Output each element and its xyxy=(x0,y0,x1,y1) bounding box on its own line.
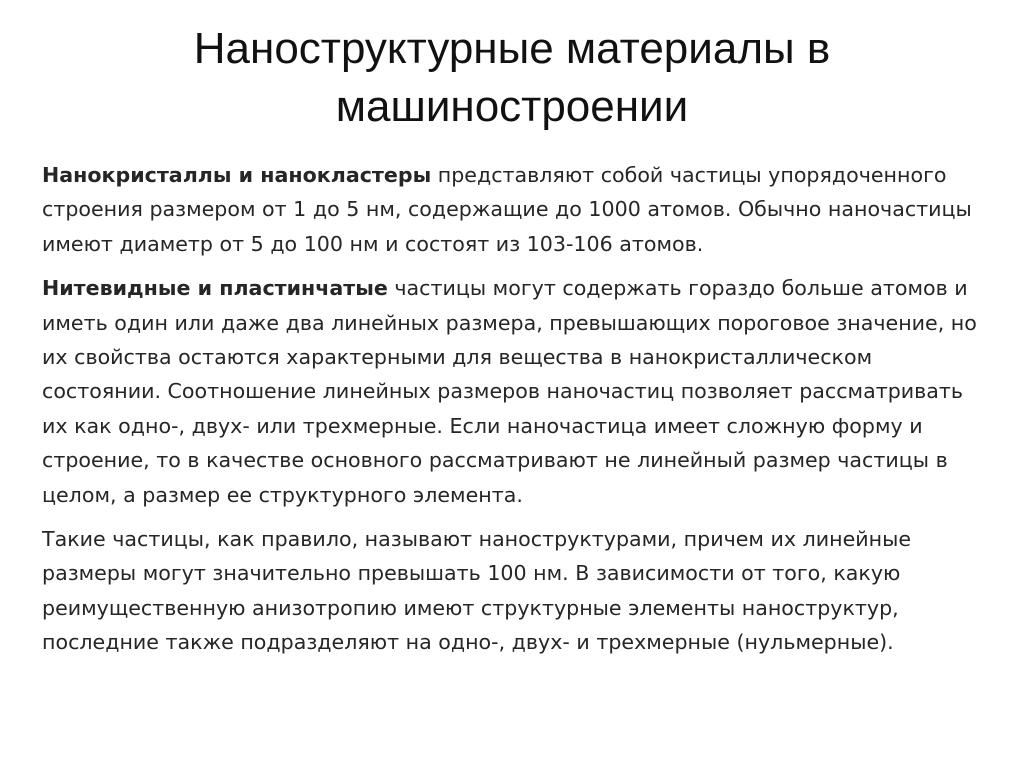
paragraph-nanocrystals xyxy=(42,158,977,261)
paragraph-filamentary-bold: Нитевидные и пластинчатые xyxy=(42,276,388,301)
paragraph-filamentary-text: частицы могут содержать гораздо больше атомов и иметь один или даже два линейных размера, превышающих пороговое значение, но их свойства остаются характерными для вещества в нанокристаллическом состоянии. Соотношение линейных размеров наночастиц позволяет рассматривать их как одно-, двух- или трехмерные. Если наночастица имеет сложную форму и строение, то в качестве основного рассматривают не линейный размер частицы в целом, а размер ее структурного элемента. xyxy=(42,276,977,507)
paragraph-nanocrystals-bold: Нанокристаллы и нанокластеры xyxy=(42,163,432,187)
paragraph-nanostructures-text: Такие частицы, как правило, называют наноструктурами, причем их линейные размеры могут значительно превышать 100 нм. В зависимости от того, какую реимущественную анизотропию имеют структурные элементы наноструктур, последние также подразделяют на одно-, двух- и трехмерные (нульмерные). xyxy=(42,527,912,655)
slide-title: Наноструктурные материалы в машиностроении xyxy=(193,24,831,131)
paragraph-nanocrystals-text: представляют собой частицы упорядоченного строения размером от 1 до 5 нм, содержащие до 1000 атомов. Обычно наночастицы имеют диаметр от 5 до 100 нм и состоят из 103-106 атомов. xyxy=(42,163,972,256)
slide-body xyxy=(42,158,977,670)
paragraph-filamentary xyxy=(42,271,977,512)
paragraph-nanostructures xyxy=(42,522,977,660)
